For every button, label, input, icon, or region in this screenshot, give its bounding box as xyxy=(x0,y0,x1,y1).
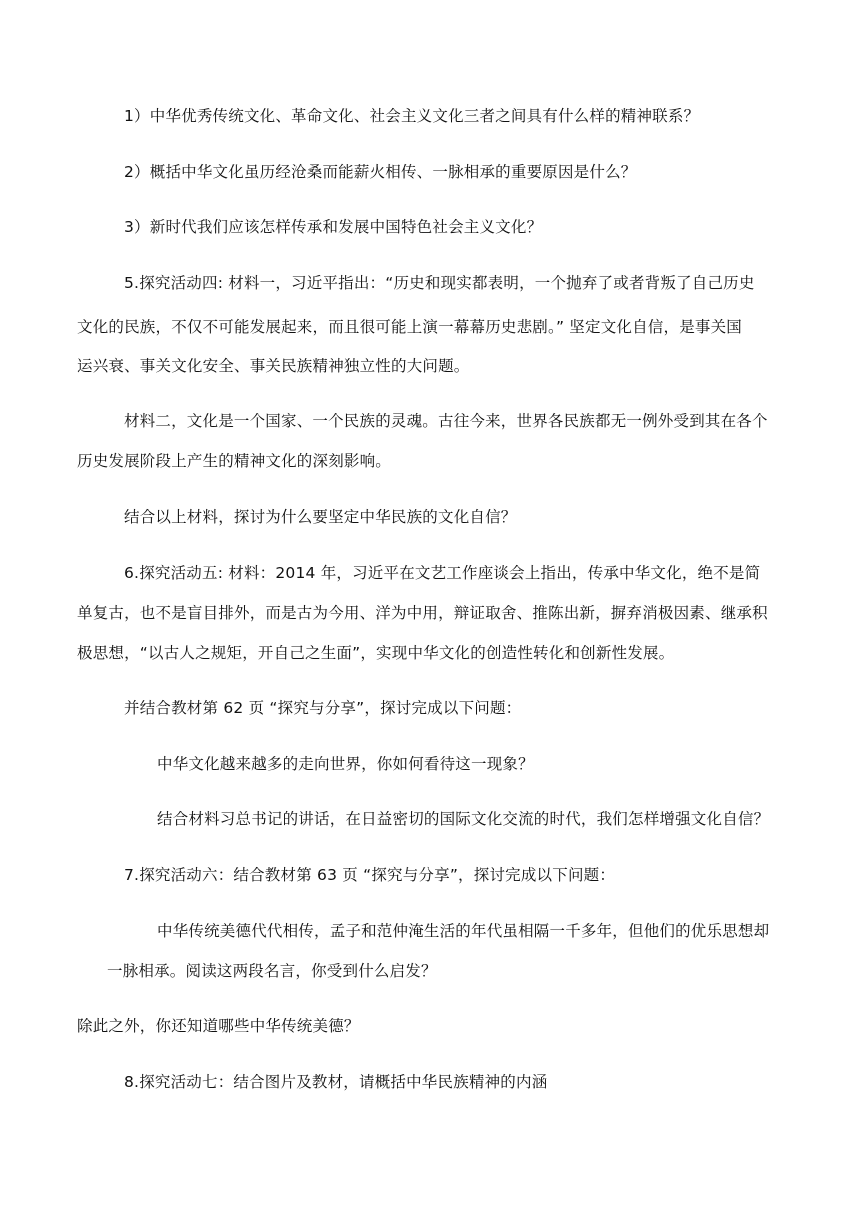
question-1: 1）中华优秀传统文化、革命文化、社会主义文化三者之间具有什么样的精神联系？ xyxy=(124,107,700,125)
material-2-line-2: 历史发展阶段上产生的精神文化的深刻影响。 xyxy=(77,452,392,470)
activity-5-instruction: 并结合教材第 62 页 “探究与分享”，探讨完成以下问题： xyxy=(124,699,522,717)
activity-6-question: 除此之外，你还知道哪些中华传统美德？ xyxy=(77,1017,360,1035)
activity-4-line-1: 5.探究活动四: 材料一，习近平指出：“历史和现实都表明，一个抛弃了或者背叛了自己历史 xyxy=(124,274,755,292)
activity-6-instruction: 7.探究活动六：结合教材第 63 页 “探究与分享”，探讨完成以下问题： xyxy=(124,866,616,884)
material-2-line-1: 材料二，文化是一个国家、一个民族的灵魂。古往今来，世界各民族都无一例外受到其在各个 xyxy=(124,412,768,430)
activity-4-question: 结合以上材料，探讨为什么要坚定中华民族的文化自信？ xyxy=(124,508,517,526)
activity-7-instruction: 8.探究活动七：结合图片及教材，请概括中华民族精神的内涵 xyxy=(124,1073,548,1091)
activity-4-line-2: 文化的民族，不仅不可能发展起来，而且很可能上演一幕幕历史悲剧。” 坚定文化自信，是事关国 xyxy=(77,318,743,336)
activity-5-line-3: 极思想，“以古人之规矩，开自己之生面”，实现中华文化的创造性转化和创新性发展。 xyxy=(77,644,675,662)
activity-5-question-1: 中华文化越来越多的走向世界，你如何看待这一现象？ xyxy=(157,755,534,773)
activity-5-line-2: 单复古，也不是盲目排外，而是古为今用、洋为中用，辩证取舍、推陈出新，摒弃消极因素、继承积 xyxy=(77,604,768,622)
question-3: 3）新时代我们应该怎样传承和发展中国特色社会主义文化？ xyxy=(124,218,543,236)
activity-6-line-1: 中华传统美德代代相传，孟子和范仲淹生活的年代虽相隔一千多年，但他们的优乐思想却 xyxy=(157,922,770,940)
question-2: 2）概括中华文化虽历经沧桑而能薪火相传、一脉相承的重要原因是什么？ xyxy=(124,163,637,181)
activity-5-line-1: 6.探究活动五: 材料：2014 年，习近平在文艺工作座谈会上指出，传承中华文化，绝不是简 xyxy=(124,564,761,582)
activity-4-line-3: 运兴衰、事关文化安全、事关民族精神独立性的大问题。 xyxy=(77,357,470,375)
activity-6-line-2: 一脉相承。阅读这两段名言，你受到什么启发？ xyxy=(107,962,437,980)
activity-5-question-2: 结合材料习总书记的讲话，在日益密切的国际文化交流的时代，我们怎样增强文化自信？ xyxy=(157,810,770,828)
